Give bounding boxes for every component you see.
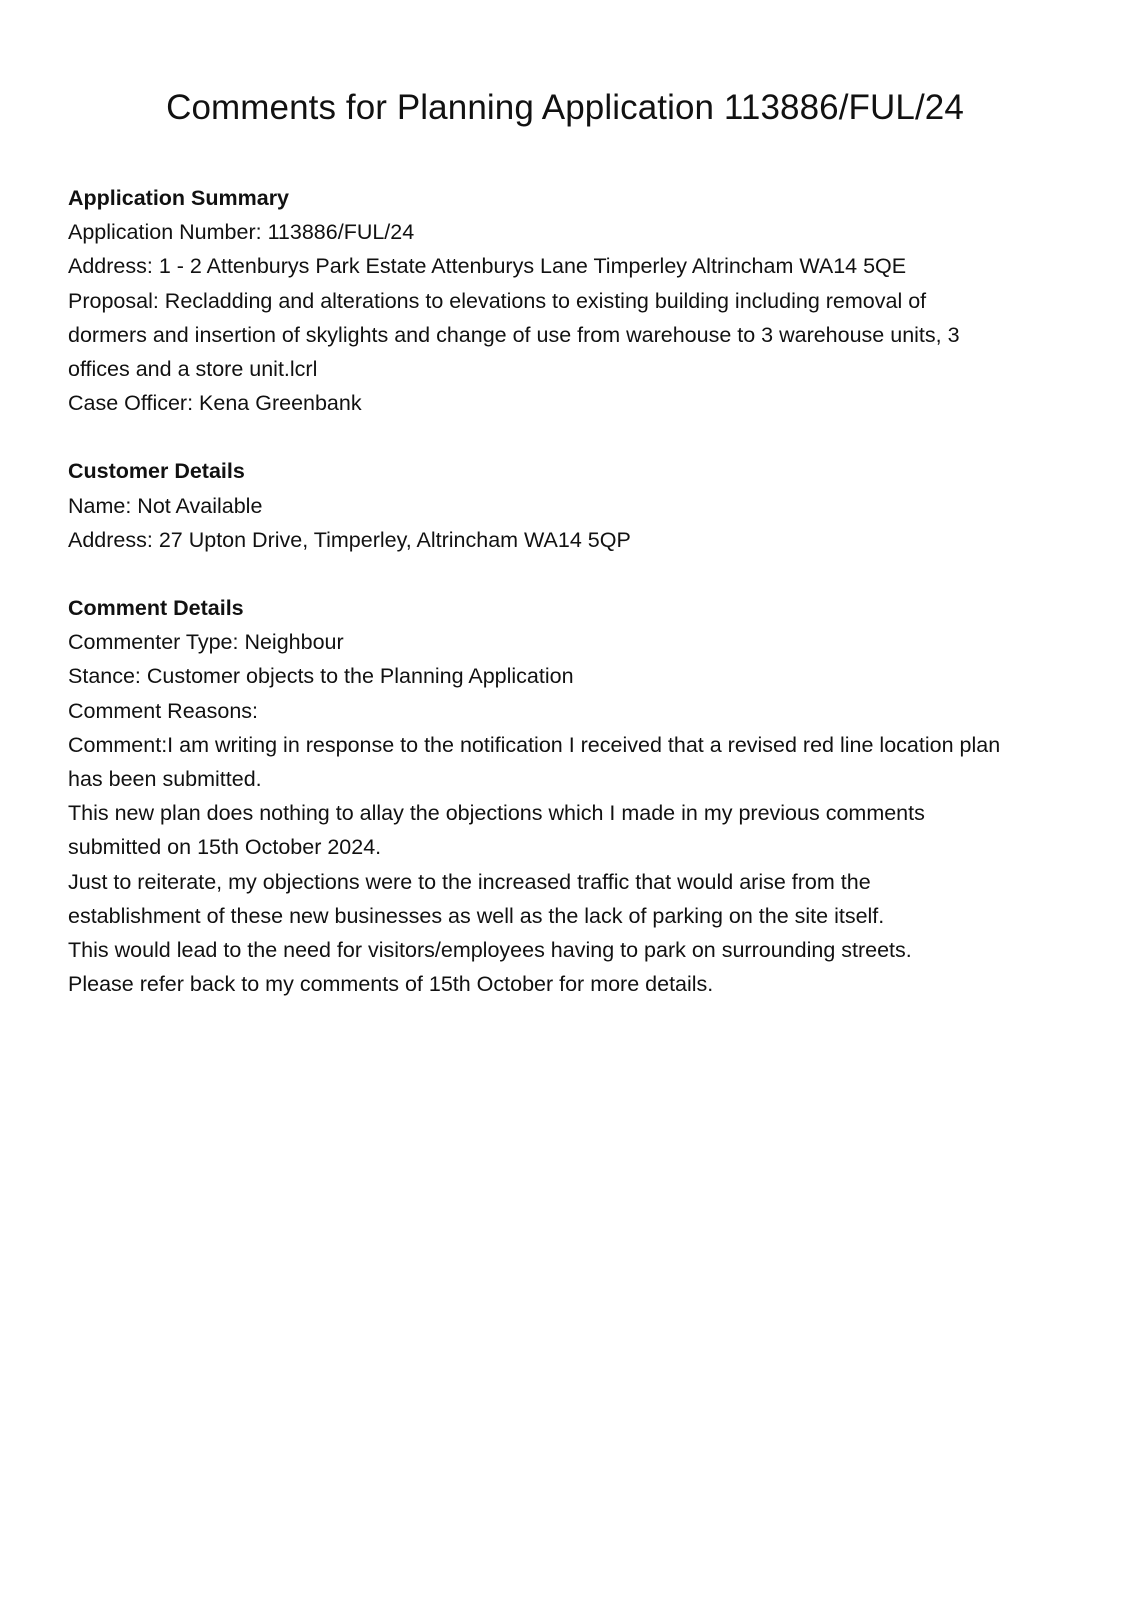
proposal-line: offices and a store unit.lcrl <box>68 357 318 382</box>
application-address: Address: 1 - 2 Attenburys Park Estate Attenburys Lane Timperley Altrincham WA14 5QE <box>68 254 907 279</box>
comment-line: establishment of these new businesses as well as the lack of parking on the site itself. <box>68 903 885 928</box>
comment-line: Just to reiterate, my objections were to the increased traffic that would arise from the <box>68 869 871 894</box>
customer-name: Name: Not Available <box>68 493 263 518</box>
customer-address: Address: 27 Upton Drive, Timperley, Altrincham WA14 5QP <box>68 527 631 552</box>
application-number: Application Number: 113886/FUL/24 <box>68 220 415 245</box>
comment-details-heading: Comment Details <box>68 596 244 621</box>
stance: Stance: Customer objects to the Planning Application <box>68 664 574 689</box>
customer-details-heading: Customer Details <box>68 459 245 484</box>
comment-line: has been submitted. <box>68 767 262 792</box>
comment-line: This would lead to the need for visitors/employees having to park on surrounding streets. <box>68 938 912 963</box>
comment-line: Please refer back to my comments of 15th October for more details. <box>68 972 714 997</box>
customer-details-section <box>68 454 1078 557</box>
comment-reasons: Comment Reasons: <box>68 698 258 723</box>
application-summary-section <box>68 181 1078 420</box>
case-officer: Case Officer: Kena Greenbank <box>68 391 362 416</box>
document-body <box>68 181 1078 1001</box>
comment-details-section <box>68 591 1078 1001</box>
application-summary-heading: Application Summary <box>68 186 290 210</box>
comment-line: This new plan does nothing to allay the objections which I made in my previous comments <box>68 801 925 826</box>
comment-line: submitted on 15th October 2024. <box>68 835 382 860</box>
document-title: Comments for Planning Application 113886/FUL/24 <box>166 88 964 127</box>
proposal-line: Proposal: Recladding and alterations to elevations to existing building including removal of <box>68 288 927 313</box>
comment-line: Comment:I am writing in response to the notification I received that a revised red line location plan <box>68 732 1001 757</box>
proposal-line: dormers and insertion of skylights and change of use from warehouse to 3 warehouse units, 3 <box>68 322 960 347</box>
commenter-type: Commenter Type: Neighbour <box>68 630 344 655</box>
